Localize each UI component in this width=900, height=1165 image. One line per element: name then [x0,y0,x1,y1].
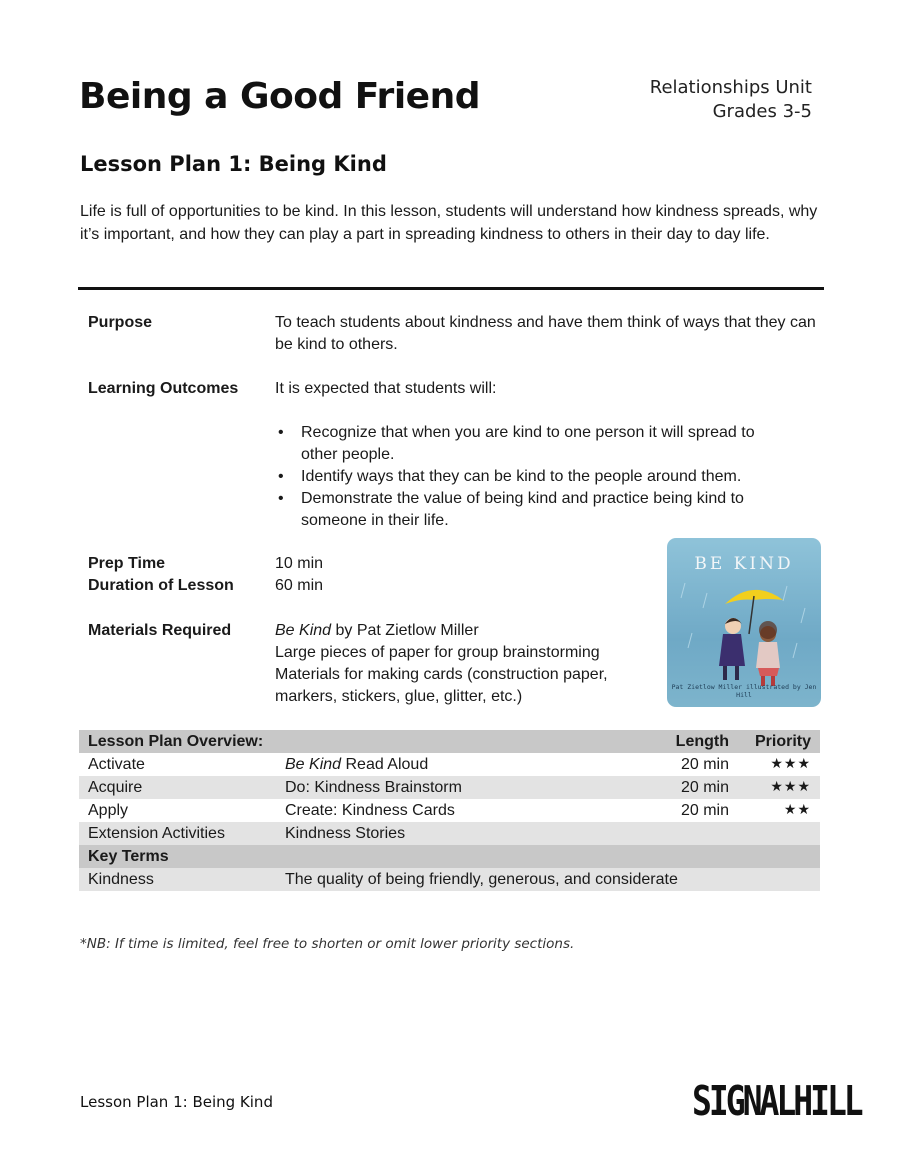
duration-label: Duration of Lesson [88,577,234,594]
outcomes-intro: It is expected that students will: [275,380,497,397]
stage-cell: Acquire [88,779,143,796]
unit-name: Relationships Unit [649,77,812,98]
book-cover-image [667,538,821,707]
prep-time-value: 10 min [275,555,324,572]
book-cover-credit: Pat Zietlow Miller illustrated by Jen Hill [671,683,817,699]
overview-header-label: Lesson Plan Overview: [88,733,264,750]
activity-cell: Create: Kindness Cards [285,802,455,819]
materials-item-book: Be Kind by Pat Zietlow Miller [275,622,479,639]
table-row [79,776,820,799]
length-header: Length [675,733,729,750]
table-row [79,822,820,845]
section-divider [78,287,824,290]
term-cell: Kindness [88,871,154,888]
time-note: *NB: If time is limited, feel free to shorten or omit lower priority sections. [80,936,575,952]
outcome-item: • Identify ways that they can be kind to the people around them. [275,466,795,488]
bullet-icon: • [278,424,284,441]
priority-stars: ★★★ [770,779,811,795]
grade-range: Grades 3-5 [712,101,812,122]
stage-cell: Extension Activities [88,825,225,842]
materials-label: Materials Required [88,622,232,639]
priority-header: Priority [754,733,811,750]
materials-list [275,620,655,708]
definition-cell: The quality of being friendly, generous, and considerate [285,871,678,888]
unit-info [650,76,812,124]
activity-cell: Be Kind Read Aloud [285,756,429,773]
priority-stars: ★★★ [770,756,811,772]
signalhill-logo: SIGNALHILL [692,1076,861,1125]
activity-cell: Kindness Stories [285,825,406,842]
overview-header-row [79,730,820,753]
stage-cell: Apply [88,802,129,819]
table-row [79,753,820,776]
key-terms-label: Key Terms [88,848,169,865]
book-cover-title: BE KIND [694,554,794,574]
materials-item: Large pieces of paper for group brainstorming [275,644,600,661]
purpose-text: To teach students about kindness and have them think of ways that they can be kind to others. [275,314,816,353]
prep-time-label: Prep Time [88,555,166,572]
duration-value: 60 min [275,577,324,594]
purpose-label: Purpose [88,314,153,331]
outcome-item: • Demonstrate the value of being kind and practice being kind to someone in their life. [278,490,744,529]
lesson-intro: Life is full of opportunities to be kind. In this lesson, students will understand how kindness spreads, why it’s important, and how they can play a part in spreading kindness to others in their day to day life. [80,203,818,243]
table-row [79,799,820,822]
outcomes-list [275,422,795,532]
bullet-icon: • [278,468,284,485]
outcome-item: • Recognize that when you are kind to one person it will spread to other people. [278,424,755,463]
key-term-row [79,868,820,891]
length-cell: 20 min [680,779,729,796]
key-terms-header-row [79,845,820,868]
priority-stars: ★★ [783,802,811,818]
lesson-title: Lesson Plan 1: Being Kind [80,152,387,176]
length-cell: 20 min [680,802,729,819]
materials-item: Materials for making cards (construction paper, markers, stickers, glue, glitter, etc.) [275,666,608,705]
page-title: Being a Good Friend [79,76,480,117]
activity-cell: Do: Kindness Brainstorm [285,779,462,796]
stage-cell: Activate [88,756,145,773]
bullet-icon: • [278,490,284,507]
length-cell: 20 min [680,756,729,773]
outcomes-label: Learning Outcomes [88,380,239,397]
book-cover-illustration [667,538,821,707]
footer-lesson-title: Lesson Plan 1: Being Kind [80,1093,273,1111]
